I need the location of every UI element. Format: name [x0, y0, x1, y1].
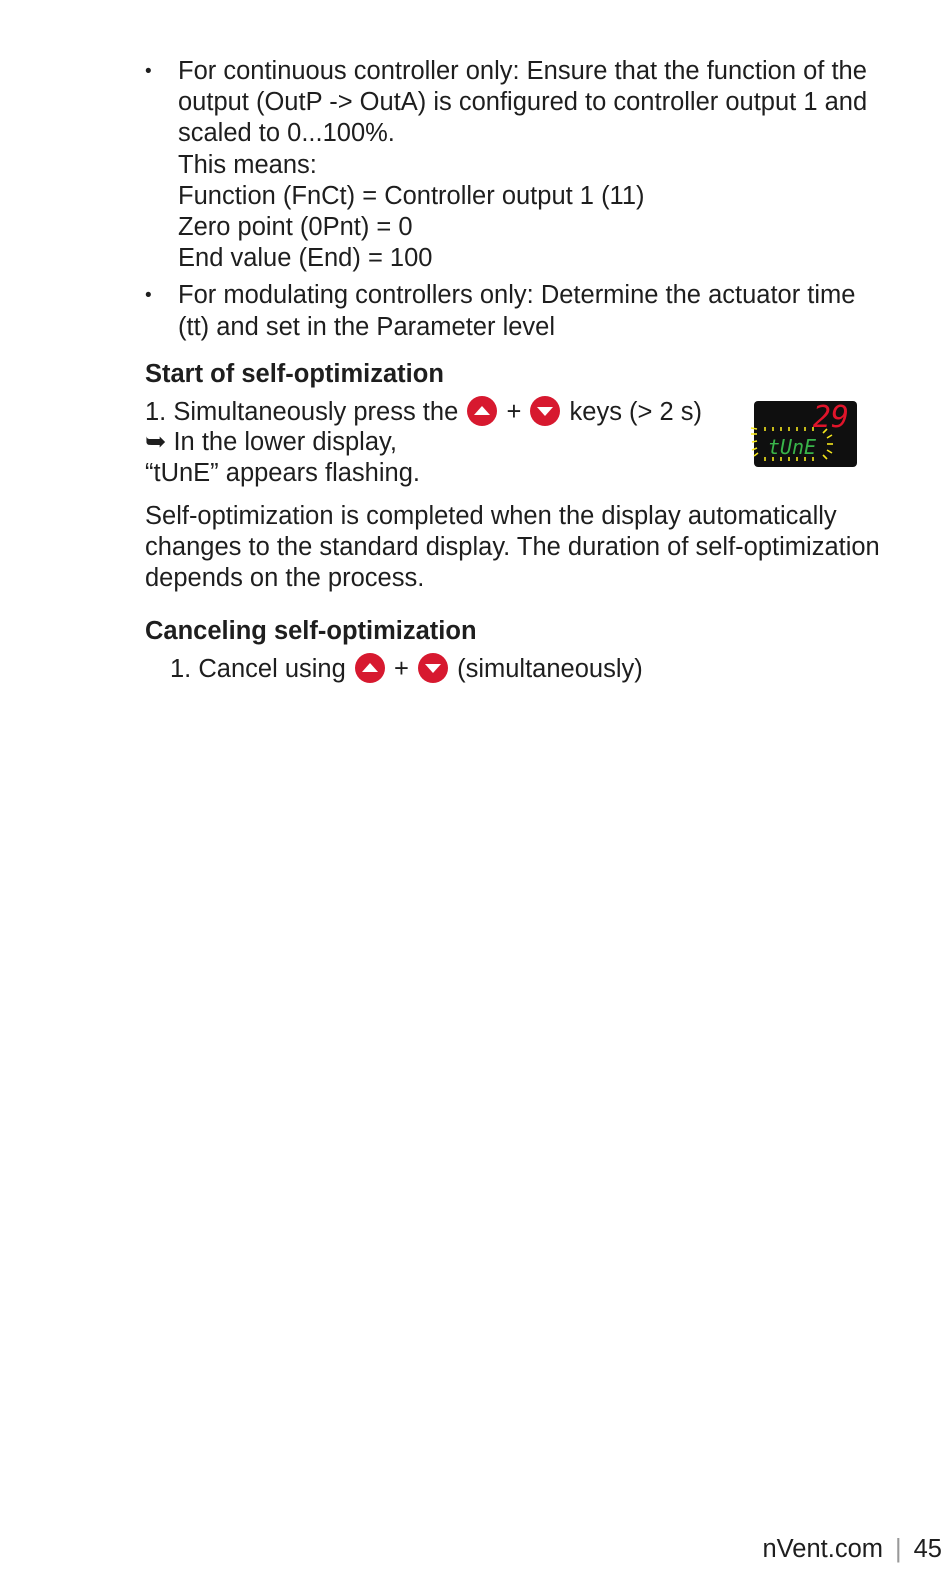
page-footer	[763, 1534, 943, 1564]
completion-paragraph	[145, 501, 945, 594]
controller-display	[745, 398, 861, 470]
start-result-line2: “tUnE” appears flashing.	[145, 459, 420, 487]
display-lower-value: tUnE	[767, 435, 817, 459]
bullet-line: scaled to 0...100%.	[178, 119, 395, 148]
start-result	[145, 427, 397, 458]
bullet-line: Function (FnCt) = Controller output 1 (11)	[178, 181, 645, 210]
bullet-line: Zero point (0Pnt) = 0	[178, 213, 413, 242]
result-text: In the lower display,	[173, 428, 397, 456]
up-key-icon	[355, 653, 385, 683]
bullet-line: output (OutP -> OutA) is configured to controller output 1 and	[178, 88, 868, 117]
result-arrow-icon: ➥	[145, 428, 167, 456]
bullet-marker: •	[145, 285, 152, 307]
completion-line: Self-optimization is completed when the display automatically	[145, 502, 837, 530]
bullet-list	[145, 56, 945, 343]
bullet-line: For modulating controllers only: Determine the actuator time	[178, 281, 856, 310]
display-upper-value: 29	[812, 400, 849, 435]
start-step-suffix: keys (> 2 s)	[569, 398, 703, 426]
start-step	[145, 396, 702, 428]
bullet-line: This means:	[178, 150, 317, 179]
cancel-step-prefix: Cancel using	[198, 655, 346, 683]
cancel-step-number: 1.	[170, 655, 192, 683]
cancel-heading: Canceling self-optimization	[145, 617, 477, 645]
cancel-step-suffix: (simultaneously)	[457, 655, 643, 683]
completion-line: changes to the standard display. The duration of self-optimization	[145, 533, 880, 561]
cancel-step	[170, 653, 643, 685]
bullet-item	[145, 56, 945, 274]
footer-site: nVent.com	[762, 1535, 883, 1563]
start-heading: Start of self-optimization	[145, 360, 444, 388]
start-step-prefix: 1. Simultaneously press the	[145, 398, 459, 426]
footer-separator: |	[895, 1535, 902, 1563]
plus-sign: +	[506, 398, 522, 426]
bullet-item	[145, 280, 945, 342]
bullet-line: End value (End) = 100	[178, 244, 433, 273]
down-key-icon	[418, 653, 448, 683]
completion-line: depends on the process.	[145, 564, 425, 592]
bullet-marker: •	[145, 61, 152, 82]
plus-sign: +	[393, 655, 409, 683]
bullet-line: (tt) and set in the Parameter level	[178, 312, 556, 341]
page-number: 45	[913, 1535, 942, 1563]
down-key-icon	[530, 396, 560, 426]
bullet-line: For continuous controller only: Ensure that the function of the	[178, 57, 867, 85]
up-key-icon	[467, 396, 497, 426]
